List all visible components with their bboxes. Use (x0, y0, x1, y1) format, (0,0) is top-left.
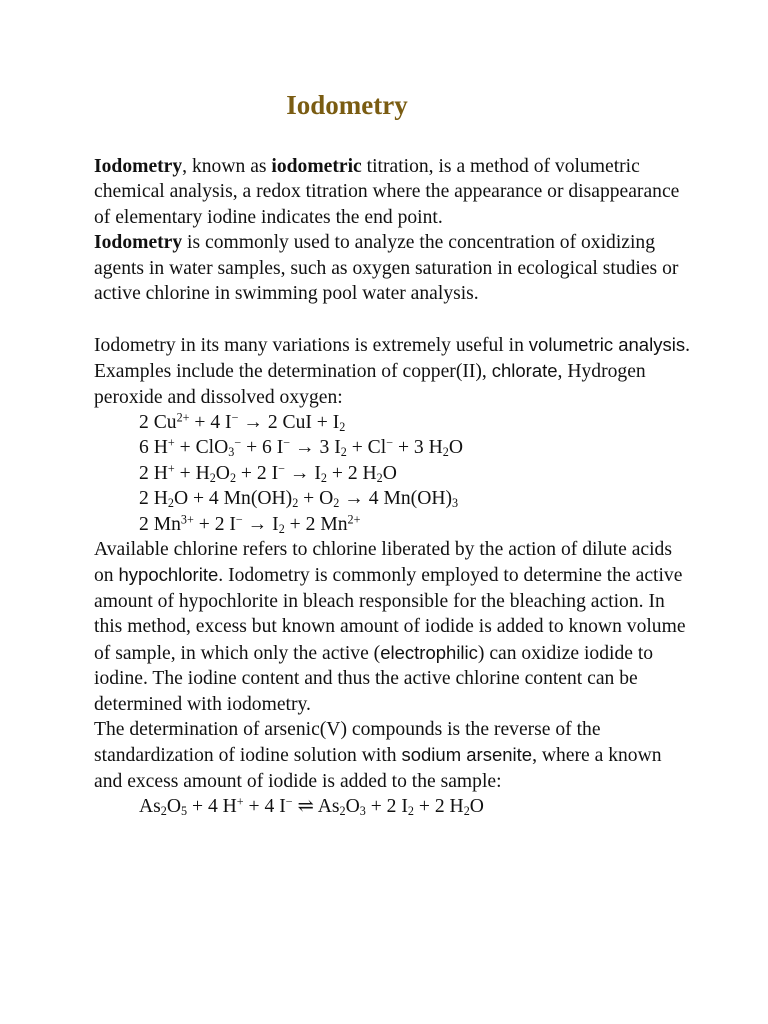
paragraph-gap (94, 306, 694, 331)
text-run: . Examples include the determination of copper(II), (94, 334, 690, 383)
text-run: ) can oxidize iodide to iodine. The iodine content and thus the active chlorine content can be determined with iodometry. (94, 642, 654, 715)
link-chlorate[interactable]: chlorate (491, 360, 558, 382)
text-run: , where a known and excess amount of iodide is added to the sample: (94, 745, 662, 792)
equation-chlorate: 6 H+ + ClO$_3$− + 6 I− → 3 $I_2 + Cl^- + 3$ $H_2O$ (139, 435, 463, 460)
paragraph-definition (94, 154, 694, 230)
text-run: . Iodometry is commonly employed to determine the active amount of hypochlorite in bleach responsible for the bleaching action. In this method, excess but known amount of iodide is added to known volume of sample, in which only the active ( (94, 565, 686, 664)
link-hypochlorite[interactable]: hypochlorite (118, 564, 219, 586)
equation-manganese-hydroxide: 2 $H_2O + 4$ $Mn(OH)_2 + O_2 \to 4$ $Mn(OH)_3$ (139, 488, 459, 511)
link-sodium-arsenite[interactable]: sodium arsenite (401, 744, 533, 766)
text-run: is commonly used to analyze the concentration of oxidizing agents in water samples, such as oxygen saturation in ecological studies or active chlorine in swimming pool water analysis. (94, 232, 679, 305)
paragraph-variations (94, 332, 694, 410)
text-run: Iodometry in its many variations is extremely useful in (94, 334, 529, 356)
link-electrophilic[interactable]: electrophilic (380, 641, 478, 663)
page-title: Iodometry (286, 90, 408, 120)
text-run: Available chlorine refers to chlorine liberated by the action of dilute acids on (94, 539, 672, 587)
equation-arsenic: $As_2O_5 + 4$ H+ + 4 I− ⇌ $As_2O_3 + 2$ $I_2 + 2$ $H_2O$ (139, 794, 484, 819)
paragraph-available-chlorine (94, 537, 694, 717)
link-volumetric-analysis[interactable]: volumetric analysis (528, 333, 686, 355)
bold-term: Iodometry (94, 156, 183, 177)
paragraph-usage (94, 230, 694, 306)
equation-copper: 2 $Cu^{2+} + 4$ I− → 2 CuI + $I_2$ (139, 410, 346, 435)
text-run: titration, is a method of volumetric chemical analysis, a redox titration where the appearance or disappearance of elementary iodine indicates the end point. (94, 156, 680, 228)
bold-term: iodometric (271, 156, 362, 177)
bold-term: Iodometry (94, 232, 183, 254)
equation-manganese-ion: 2 $Mn^{3+} + 2$ $I^- \to I_2 + 2$ $Mn^{2+}$ (139, 512, 361, 536)
document-body (94, 154, 694, 820)
text-run: The determination of arsenic(V) compounds is the reverse of the standardization of iodine solution with (94, 718, 601, 767)
text-run: , known as (182, 156, 272, 177)
text-run: , Hydrogen peroxide and dissolved oxygen: (94, 361, 646, 408)
equation-peroxide: 2 $H^+ + H_2O_2 + 2$ $I^- \to I_2 + 2$ $H_2O$ (139, 461, 397, 485)
paragraph-arsenic (94, 717, 694, 794)
